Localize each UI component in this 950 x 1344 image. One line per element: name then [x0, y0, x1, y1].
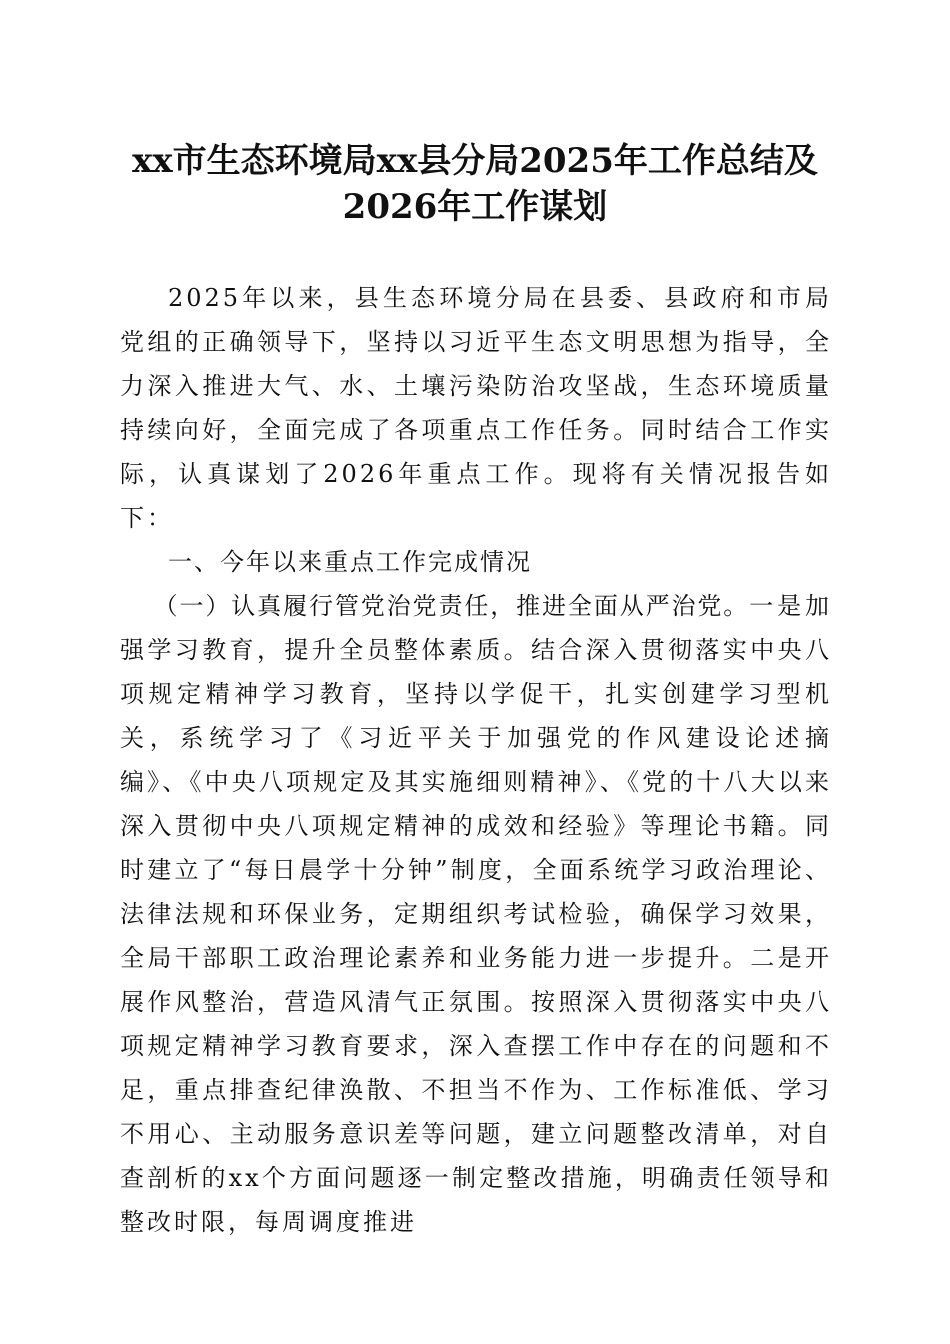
title-line-2: 2026年工作谋划 — [342, 187, 608, 227]
title-line-1: xx市生态环境局xx县分局2025年工作总结及 — [132, 141, 818, 181]
section-heading-1: 一、今年以来重点工作完成情况 — [168, 548, 532, 576]
intro-paragraph: 2025年以来，县生态环境分局在县委、县政府和市局党组的正确领导下，坚持以习近平生态文明思想为指导，全力深入推进大气、水、土壤污染防治攻坚战，生态环境质量持续向好，全面完成了各项重点工作任务。同时结合工作实际，认真谋划了2026年重点工作。现将有关情况报告如下： — [120, 284, 832, 532]
document-body — [120, 276, 832, 1244]
subsection-body-1: 一是加强学习教育，提升全员整体素质。结合深入贯彻落实中央八项规定精神学习教育，坚持以学促干，扎实创建学习型机关，系统学习了《习近平关于加强党的作风建设论述摘编》、《中央八项规定及其实施细则精神》、《党的十八大以来深入贯彻中央八项规定精神的成效和经验》等理论书籍。同时建立了“每日晨学十分钟”制度，全面系统学习政治理论、法律法规和环保业务，定期组织考试检验，确保学习效果，全局干部职工政治理论素养和业务能力进一步提升。二是开展作风整治，营造风清气正氛围。按照深入贯彻落实中央八项规定精神学习教育要求，深入查摆工作中存在的问题和不足，重点排查纪律涣散、不担当不作为、工作标准低、学习不用心、主动服务意识差等问题，建立问题整改清单，对自查剖析的xx个方面问题逐一制定整改措施，明确责任领导和整改时限，每周调度推进 — [120, 592, 833, 1236]
document-title — [100, 138, 850, 230]
subsection-paragraph-1 — [120, 584, 832, 1244]
subsection-heading-1: （一）认真履行管党治党责任，推进全面从严治党。 — [153, 592, 750, 620]
